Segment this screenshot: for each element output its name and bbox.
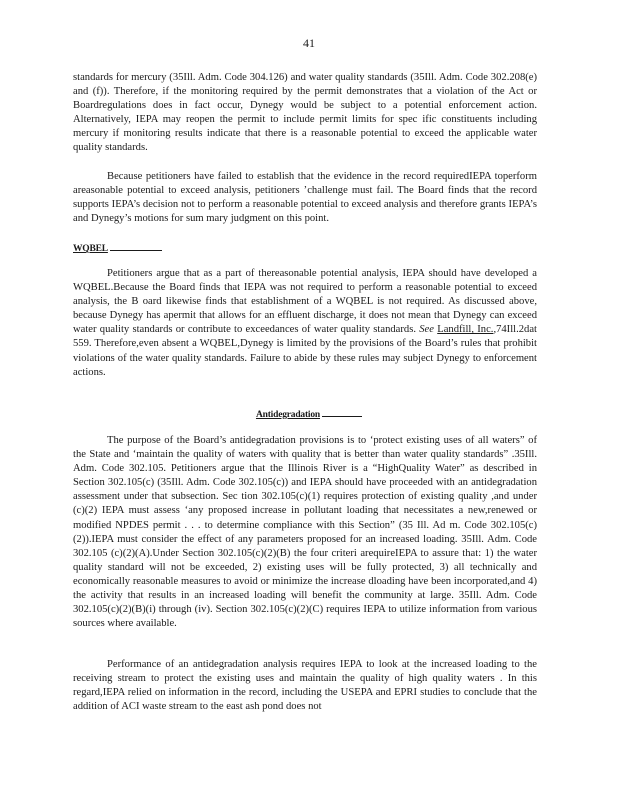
page-number: 41 — [303, 36, 315, 50]
paragraph-mercury-standards — [73, 71, 537, 156]
paragraph-wqbel — [73, 267, 537, 380]
heading-text: WQBEL — [73, 244, 108, 254]
heading-underline — [322, 409, 362, 417]
paragraph-text: The purpose of the Board’s antidegradation provisions is to ‘protect existing uses of all waters” of the State and ‘maintain the quality of waters with quality that is better than water quality standards” .35Ill. Adm. Code 302.105. Petitioners argue that the Illinois River is a “HighQuality Water” as described in Section 302.105(c) (35Ill. Adm. Code 302.105(c)) and IEPA should have proceeded with an antidegradation assessment under that subsection. Sec tion 302.105(c)(1) requires protection of existing quality ,and under (c)(2) IEPA must assess ‘any proposed increase in pollutant loading that necessitates a new,renewed or modified NPDES permit . . . to determine compliance with this Section” (35 Ill. Ad m. Code 302.105(c)(2)).IEPA must consider the effect of any parameters proposed for an increased loading. 35Ill. Adm. Code 302.105 (c)(2)(A).Under Section 302.105(c)(2)(B) the four criteri arequireIEPA to assure that: 1) the water quality standard will not be exceeded, 2) existing uses will be fully protected, 3) all technically and economically reasonable measures to avoid or minimize the increase dloading have been incorporated,and 4) the activity that results in an increased loading will benefit the community at large. 35Ill. Adm. Code 302.105(c)(2)(B)(i) through (iv). Section 302.105(c)(2)(C) requires IEPA to utilize information from various sources where available. — [73, 435, 537, 630]
paragraph-board-finding — [73, 170, 537, 226]
case-citation: Landfill, Inc. — [437, 324, 494, 336]
heading-underline — [110, 243, 162, 251]
paragraph-text: Because petitioners have failed to establish that the evidence in the record requiredIEPA toperform areasonable potential to exceed analysis, petitioners ’challenge must fail. The Board finds that the record supports IEPA’s decision not to perform a reasonable potential to exceed analysis and therefore grants IEPA’s and Dynegy’s motions for sum mary judgment on this point. — [73, 171, 537, 225]
paragraph-antidegradation-performance — [73, 658, 537, 714]
paragraph-text-part: Petitioners argue that as a part of thereasonable potential analysis, IEPA should have developed a WQBEL.Because the Board finds that IEPA was not required to perform a reasonable potential to exceed analysis, the B oard likewise finds that establishment of a WQBEL is not required. As discussed above, because Dynegy has apermit that allows for an effluent discharge, it does not mean that Dynegy can exceed water quality standards or contribute to exceedances of water quality standards. — [73, 268, 537, 336]
paragraph-text: standards for mercury (35Ill. Adm. Code 304.126) and water quality standards (35Ill. Adm. Code 302.208(e) and (f)). Therefore, if the monitoring required by the permit demonstrates that a violation of the Act or Boardregulations does in fact occur, Dynegy would be subject to a potential enforcement action. Alternatively, IEPA may reopen the permit to include permit limits for spec ific constituents including mercury if monitoring results indicate that there is a reasonable potential to exceed the applicable water quality standards. — [73, 72, 537, 154]
heading-text: Antidegradation — [255, 410, 321, 420]
paragraph-text: Performance of an antidegradation analysis requires IEPA to look at the increased loading to the receiving stream to protect the existing uses and maintain the quality of high quality waters . In this regard,IEPA relied on information in the record, including the USEPA and EPRI studies to conclude that the addition of ACI waste stream to the east ash pond does not — [73, 659, 537, 713]
paragraph-text — [73, 267, 537, 380]
citation-signal: See — [419, 324, 434, 336]
section-heading-antidegradation — [0, 409, 618, 420]
section-heading-wqbel — [73, 243, 162, 254]
paragraph-text-part: ,74Ill.2dat 559. Therefore,even absent a WQBEL,Dynegy is limited by the provisions of the Board’s rules that prohibit violations of the water quality standards. Failure to abide by these rules may subject Dynegy to enforcement actions. — [73, 324, 537, 378]
paragraph-antidegradation-purpose — [73, 434, 537, 631]
